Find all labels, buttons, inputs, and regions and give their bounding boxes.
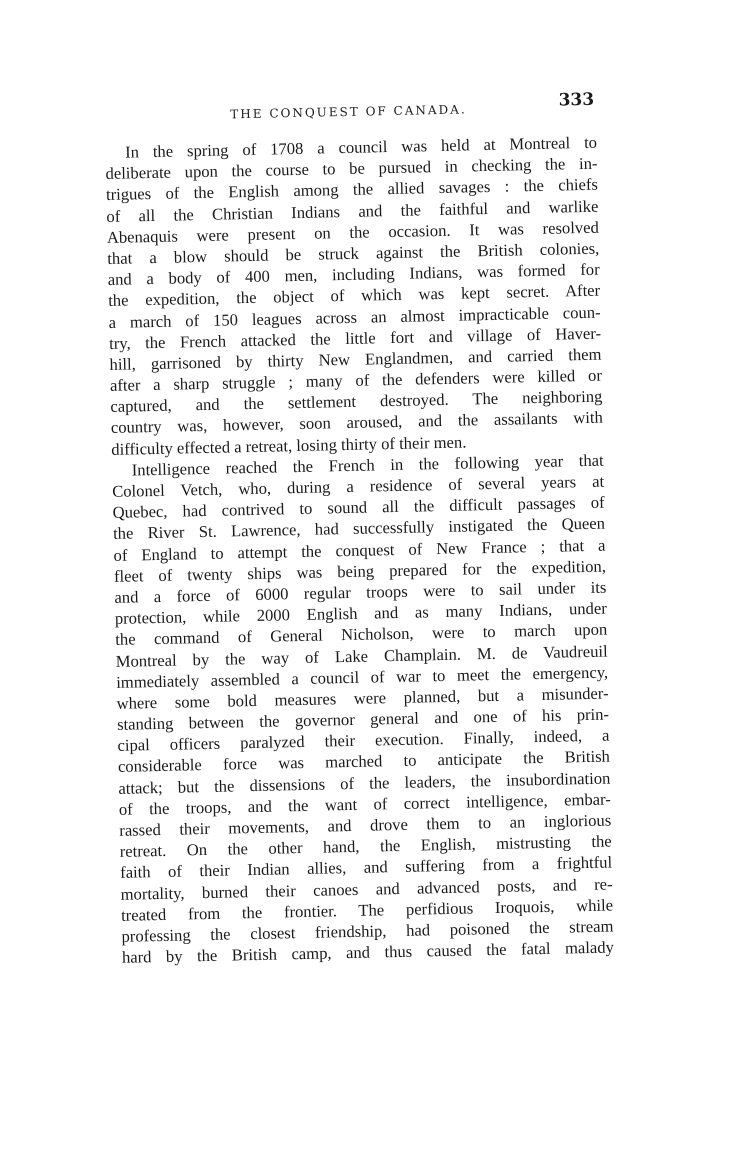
- text-line: of the troops, and the want of correct intelligence, embar-: [118, 789, 611, 819]
- text-line: In the spring of 1708 a council was held at Montreal to: [124, 132, 598, 162]
- text-line: cipal officers paralyzed their execution. Finally, indeed, a: [117, 725, 610, 756]
- text-line: Colonel Vetch, who, during a residence of several years at: [112, 471, 605, 501]
- text-line: difficulty effected a retreat, losing thirty of their men.: [111, 432, 467, 459]
- text-line: captured, and the settlement destroyed. The neighboring: [110, 386, 603, 417]
- text-line: deliberate upon the course to be pursued in checking the in-: [105, 153, 598, 184]
- text-line: that a blow should be struck against the British colonies,: [107, 238, 600, 268]
- text-line: mortality, burned their canoes and advanced posts, and re-: [120, 874, 613, 904]
- page-number: 333: [558, 89, 595, 111]
- text-line: country was, however, soon aroused, and the assailants with: [110, 408, 603, 438]
- text-line: retreat. On the other hand, the English, mistrusting the: [119, 831, 612, 862]
- text-line: Intelligence reached the French in the following year that: [131, 450, 604, 480]
- text-line: considerable force was marched to anticipate the British: [117, 746, 611, 777]
- text-line: Montreal by the way of Lake Champlain. M. de Vaudreuil: [115, 641, 608, 671]
- text-line: trigues of the English among the allied savages : the chiefs: [105, 175, 599, 205]
- text-line: a march of 150 leagues across an almost impracticable coun-: [108, 302, 601, 332]
- body-text: [105, 132, 614, 968]
- text-line: after a sharp struggle ; many of the defenders were killed or: [109, 365, 603, 395]
- text-line: the command of General Nicholson, were to march upon: [115, 619, 608, 650]
- text-line: hard by the British camp, and thus caused the fatal malady: [121, 937, 615, 967]
- book-page: [104, 90, 614, 968]
- text-line: hill, garrisoned by thirty New Englandmen, and carried them: [109, 344, 602, 374]
- text-line: professing the closest friendship, had poisoned the stream: [121, 916, 614, 946]
- page-header: [104, 90, 596, 128]
- text-line: of England to attempt the conquest of New France ; that a: [113, 535, 606, 565]
- text-line: treated from the frontier. The perfidious Iroquois, while: [120, 895, 614, 925]
- text-line: the expedition, the object of which was kept secret. After: [108, 280, 601, 311]
- text-line: Abenaquis were present on the occasion. It was resolved: [106, 217, 599, 247]
- text-line: attack; but the dissensions of the leaders, the insubordination: [118, 768, 611, 798]
- text-line: immediately assembled a council of war to meet the emergency,: [115, 662, 609, 692]
- text-line: try, the French attacked the little fort and village of Haver-: [108, 323, 602, 353]
- text-line: faith of their Indian allies, and suffering from a frightful: [119, 852, 613, 883]
- text-line: the River St. Lawrence, had successfully instigated the Queen: [112, 513, 606, 544]
- text-line: protection, while 2000 English and as many Indians, under: [114, 598, 607, 629]
- text-line: standing between the governor general and one of his prin-: [116, 704, 610, 734]
- text-line: rassed their movements, and drove them to an inglorious: [119, 810, 612, 840]
- text-line: where some bold measures were planned, but a misunder-: [116, 683, 609, 713]
- running-title: THE CONQUEST OF CANADA.: [230, 102, 467, 122]
- text-line: Quebec, had contrived to sound all the difficult passages of: [112, 492, 605, 523]
- text-line: fleet of twenty ships was being prepared for the expedition,: [113, 556, 607, 586]
- text-line: and a body of 400 men, including Indians, was formed for: [107, 259, 600, 290]
- text-line: of all the Christian Indians and the faithful and warlike: [106, 196, 599, 226]
- text-line: and a force of 6000 regular troops were to sail under its: [114, 577, 607, 607]
